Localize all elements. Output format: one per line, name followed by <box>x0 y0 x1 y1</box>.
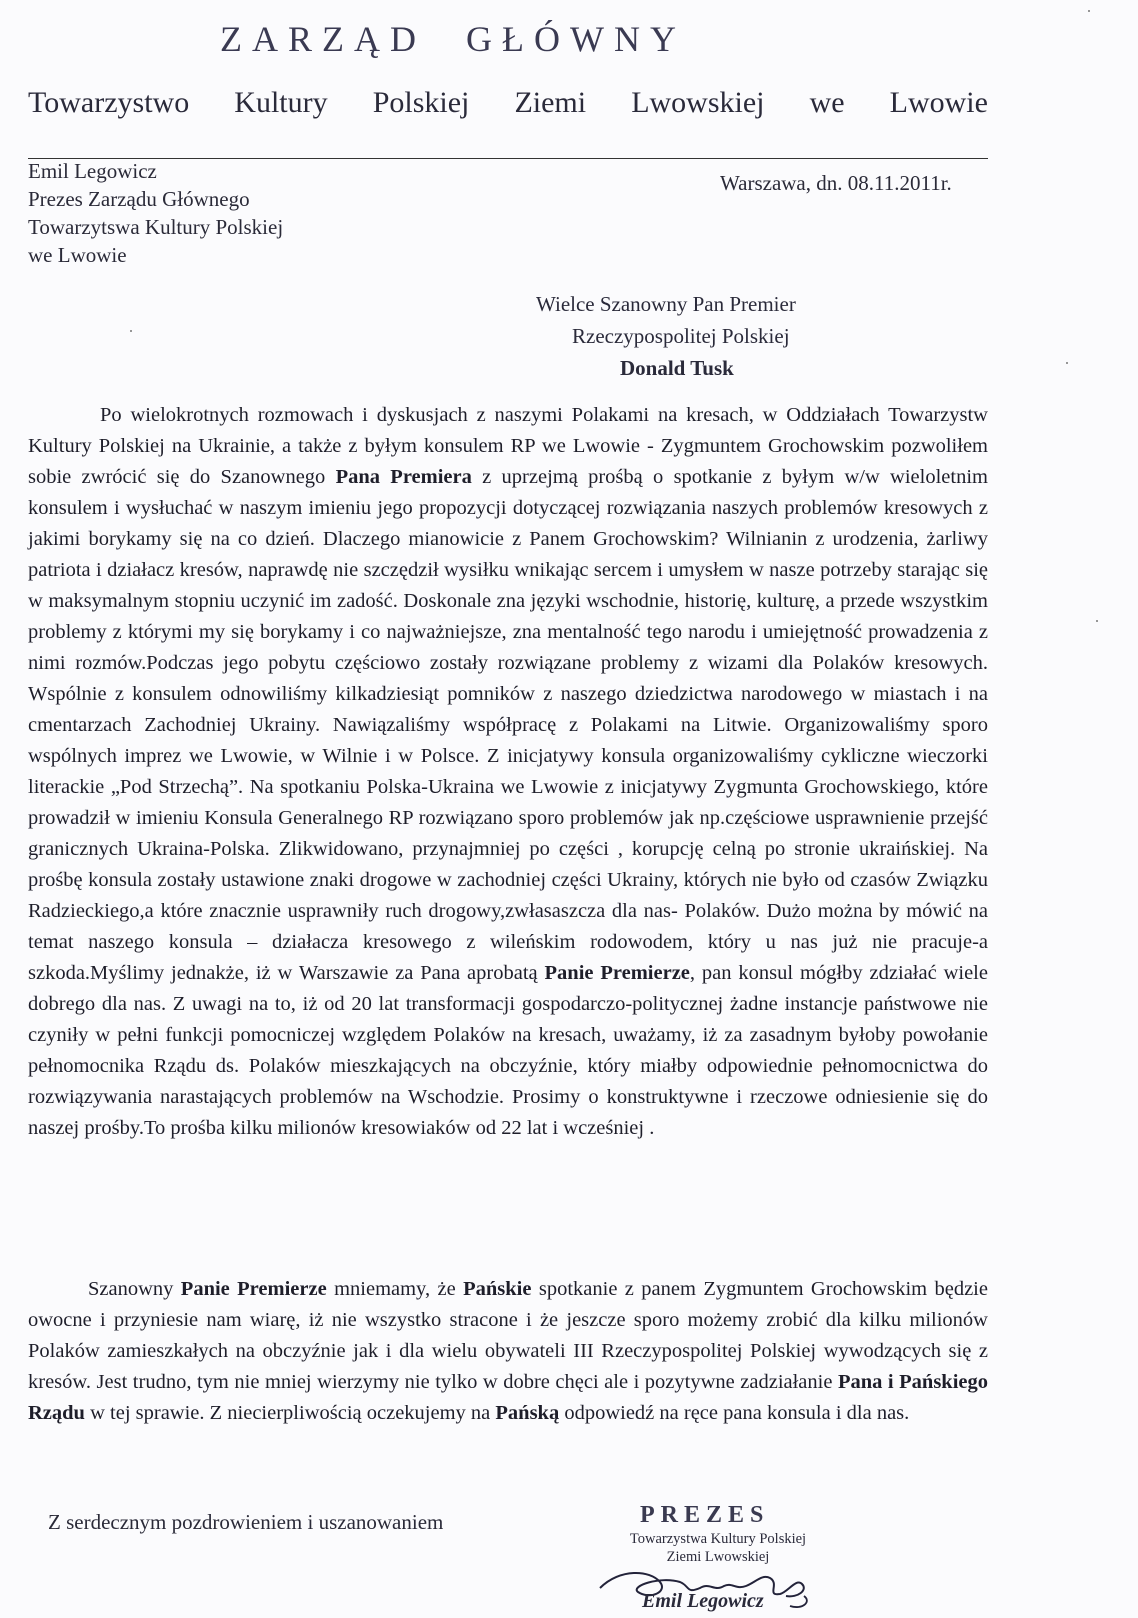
sender-org-line1: Towarzytswa Kultury Polskiej <box>28 215 284 239</box>
closing-line: Z serdecznym pozdrowieniem i uszanowaniem <box>48 1510 444 1534</box>
signature-org-line2: Ziemi Lwowskiej <box>666 1549 770 1565</box>
org-word: Kultury <box>234 86 328 119</box>
org-word: we <box>809 86 845 119</box>
org-word: Lwowskiej <box>631 86 765 119</box>
org-word: Ziemi <box>514 86 587 119</box>
body-emphasis: Pańską <box>495 1402 560 1424</box>
body-text: spotkanie z panem Zygmuntem Grochowskim będzie owocne i przyniesie nam wiarę, iż nie wszystko stracone i że jeszcze sporo możemy zrobić dla kilku milionów Polaków zamieszkałych na obczyźnie jak i dla wielu obywateli III Rzeczypospolitej Polskiej wywodzących się z kresów. Jest trudno, tym nie mniej wierzymy nie tylko w dobre chęci ale i pozytywne zadziałanie <box>28 1278 988 1393</box>
body-text: odpowiedź na ręce pana konsula i dla nas. <box>559 1402 910 1424</box>
org-word: Polskiej <box>372 86 470 119</box>
letter-date: Warszawa, dn. 08.11.2011r. <box>720 171 952 195</box>
scan-speck <box>130 330 132 332</box>
signature-name: Emil Legowicz <box>642 1590 764 1612</box>
scan-speck <box>1066 362 1068 364</box>
addressee-block <box>528 288 858 384</box>
body-text: mniemamy, że <box>326 1278 464 1300</box>
signature-org-line1: Towarzystwa Kultury Polskiej <box>629 1531 807 1547</box>
letterhead-title-word1: ZARZĄD <box>220 19 426 59</box>
body-text: z uprzejmą prośbą o spotkanie z byłym w/w wieloletnim konsulem i wysłuchać w naszym imieniu jego propozycji dotyczącej rozwiązania naszych problemów kresowych z jakimi borykamy się na co dzień. Dlaczego mianowicie z Panem Grochowskim? Wilnianin z urodzenia, żarliwy patriota i działacz kresów, naprawdę nie szczędził wysiłku wnikając sercem i umysłem w nasze potrzeby starając się w maksymalnym stopniu uczynić im zadość. Doskonale zna języki wschodnie, historię, kulturę, a przede wszystkim problemy z którymi my się borykamy i co najważniejsze, zna mentalność tego narodu i umiejętność prowadzenia z nimi rozmów.Podczas jego pobytu częściowo zostały rozwiązane problemy z wizami dla Polaków kresowych. Wspólnie z konsulem odnowiliśmy kilkadziesiąt pomników z naszego dziedzictwa narodowego w miastach i na cmentarzach Zachodniej Ukrainy. Nawiązaliśmy współpracę z Polakami na Litwie. Organizowaliśmy sporo wspólnych imprez we Lwowie, w Wilnie i w Polsce. Z inicjatywy konsula organizowaliśmy cykliczne wieczorki literackie „Pod Strzechą”. Na spotkaniu Polska-Ukraina we Lwowie z inicjatywy Zygmunta Grochowskiego, które prowadził w imieniu Konsula Generalnego RP rozwiązano sporo problemów jak np.częściowe usprawnienie przejść granicznych Ukraina-Polska. Zlikwidowano, przynajmniej po części , korupcję celną po stronie ukraińskiej. Na prośbę konsula zostały ustawione znaki drogowe w zachodniej części Ukrainy, których nie było od czasów Związku Radzieckiego,a które znacznie usprawniły ruch drogowy,zwłasaszcza dla nas- Polaków. Dużo można by mówić na temat naszego konsula – działacza kresowego z wileńskim rodowodem, który u nas już nie pracuje-a szkoda.Myślimy jednakże, iż w Warszawie za Pana aprobatą <box>28 466 988 984</box>
signature-title: PREZES <box>640 1502 770 1528</box>
body-paragraph-2 <box>28 1274 988 1429</box>
body-paragraph-1 <box>28 400 988 1144</box>
body-text: , pan konsul mógłby zdziałać wiele dobrego dla nas. Z uwagi na to, iż od 20 lat transformacji gospodarczo-politycznej żadne instancje państwowe nie czyniły w pełni funkcji pomocniczej względem Polaków na kresach, uważamy, iż za zasadnym byłoby powołanie pełnomocnika Rządu ds. Polaków mieszkających na obczyźnie, który miałby odpowiednie pełnomocnictwa do rozwiązywania narastających problemów na Wschodzie. Prosimy o konstruktywne i rzeczowe odniesienie się do naszej prośby.To prośba kilku milionów kresowiaków od 22 lat i wcześniej . <box>28 962 988 1139</box>
body-emphasis: Pańskie <box>463 1278 532 1300</box>
sender-org-line2: we Lwowie <box>28 243 127 267</box>
letterhead-title <box>220 18 780 60</box>
body-emphasis: Pana i Pańskiego Rządu <box>28 1371 988 1424</box>
body-text: Szanowny <box>88 1278 181 1300</box>
body-emphasis: Panie Premierze <box>544 962 690 984</box>
body-text: Po wielokrotnych rozmowach i dyskusjach z naszymi Polakami na kresach, w Oddziałach Towarzystw Kultury Polskiej na Ukrainie, a także z byłym konsulem RP we Lwowie - Zygmuntem Grochowskim pozwoliłem sobie zwrócić się do Szanownego <box>28 404 988 488</box>
body-text: w tej sprawie. Z niecierpliwością oczekujemy na <box>84 1402 496 1424</box>
letterhead-organization <box>28 86 988 120</box>
addressee-line2: Rzeczypospolitej Polskiej <box>572 324 790 348</box>
org-word: Lwowie <box>889 86 988 119</box>
addressee-name: Donald Tusk <box>620 356 734 380</box>
body-emphasis: Pana Premiera <box>335 466 472 488</box>
sender-name: Emil Legowicz <box>28 159 157 183</box>
sender-block <box>28 157 283 269</box>
letterhead-title-word2: GŁÓWNY <box>466 19 686 59</box>
scan-speck <box>1088 10 1090 12</box>
org-word: Towarzystwo <box>28 86 190 119</box>
body-emphasis: Panie Premierze <box>180 1278 327 1300</box>
addressee-line1: Wielce Szanowny Pan Premier <box>536 292 796 316</box>
sender-role: Prezes Zarządu Głównego <box>28 187 250 211</box>
scan-speck <box>1096 620 1098 622</box>
